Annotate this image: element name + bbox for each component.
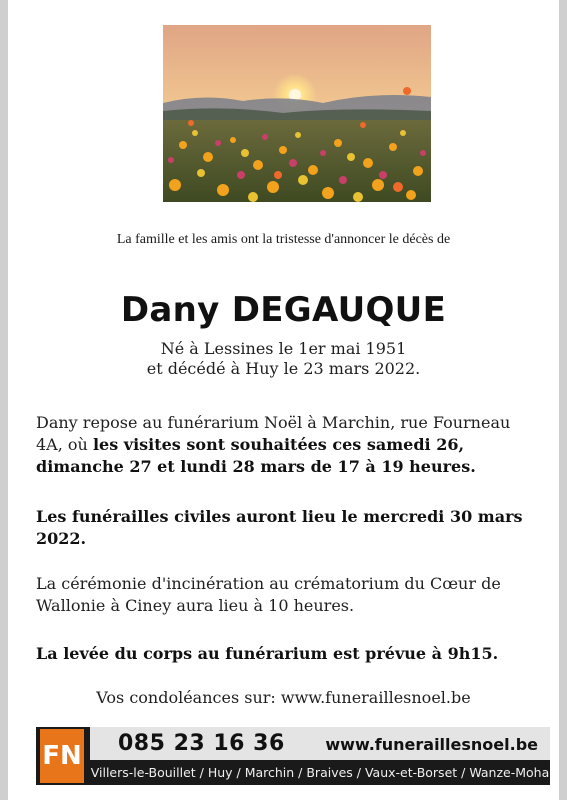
logo-letters: FN <box>42 741 82 771</box>
website-link[interactable]: www.funeraillesnoel.be <box>325 735 538 754</box>
condolences-text: Vos condoléances sur: www.funeraillesnoel.be <box>96 688 471 707</box>
departure-paragraph: La levée du corps au funérarium est prévue à 9h15. <box>36 644 499 663</box>
funeral-home-banner <box>36 727 550 785</box>
sunset-flowers-image <box>163 25 431 202</box>
flower-field-photo <box>163 25 431 202</box>
death-info: et décédé à Huy le 23 mars 2022. <box>146 359 421 378</box>
birth-info: Né à Lessines le 1er mai 1951 <box>160 339 407 358</box>
obituary-sheet <box>8 0 559 800</box>
phone-number: 085 23 16 36 <box>118 731 285 756</box>
visitation-hours-text: les visites sont souhaitées ces samedi 26, dimanche 27 et lundi 28 mars de 17 à 19 heures. <box>36 435 476 476</box>
intro-text: La famille et les amis ont la tristesse d'annoncer le décès de <box>116 232 451 247</box>
deceased-name: Dany DEGAUQUE <box>120 290 447 330</box>
funeral-date-paragraph: Les funérailles civiles auront lieu le mercredi 30 mars 2022. <box>36 507 523 548</box>
cremation-paragraph: La cérémonie d'incinération au crématorium du Cœur de Wallonie à Ciney aura lieu à 10 heures. <box>36 574 501 615</box>
banner-contact-bar <box>90 727 550 760</box>
visitation-paragraph <box>36 412 536 478</box>
locations-list: Villers-le-Bouillet / Huy / Marchin / Braives / Vaux-et-Borset / Wanze-Moha <box>90 765 550 780</box>
visitation-location-text: Dany repose au funérarium Noël à Marchin, rue Fourneau 4A, où <box>36 413 511 454</box>
funeral-home-logo <box>40 729 84 783</box>
